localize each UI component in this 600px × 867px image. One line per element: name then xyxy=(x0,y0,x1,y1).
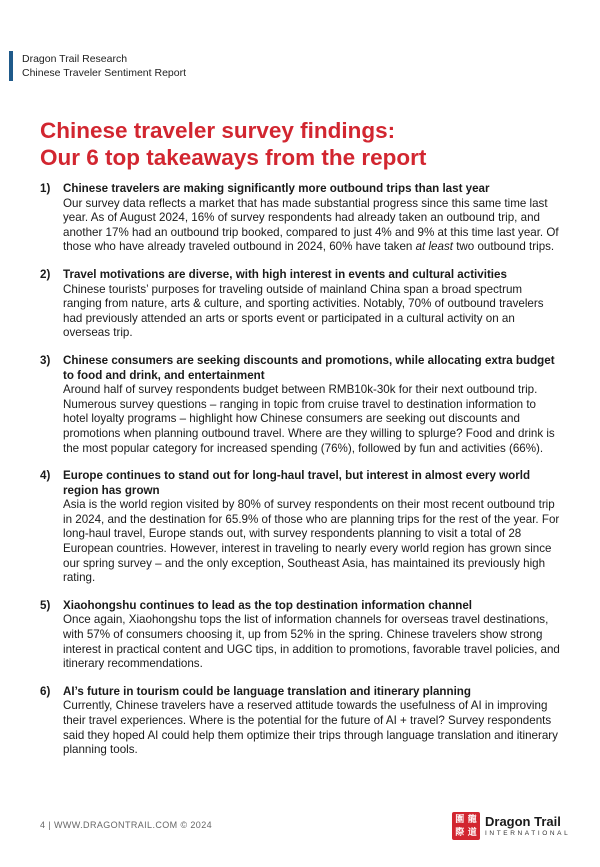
takeaway-number: 4) xyxy=(40,469,51,483)
takeaway-heading: Travel motivations are diverse, with high interest in events and cultural activities xyxy=(63,267,507,281)
header-org: Dragon Trail Research xyxy=(22,53,128,65)
logo-seal-glyph: 龍 xyxy=(467,814,477,824)
takeaway-item-5 xyxy=(40,599,560,672)
dragon-trail-logo xyxy=(452,812,570,840)
takeaway-text: Chinese tourists’ purposes for traveling outside of mainland China span a broad spectrum ranging from nature, arts & culture, and sporting activities. Notably, 70% of outbound travelers had previously attended an arts or sports event or participated in a cultural activity on an overseas trip. xyxy=(63,282,544,340)
page-title-line-2: Our 6 top takeaways from the report xyxy=(40,145,427,170)
takeaway-body xyxy=(63,685,560,758)
takeaway-heading: Chinese travelers are making significantly more outbound trips than last year xyxy=(63,182,490,195)
takeaway-body xyxy=(63,268,560,341)
footer-year: 2024 xyxy=(190,820,213,830)
takeaway-text-emphasis: at least xyxy=(415,240,453,254)
takeaway-text: Currently, Chinese travelers have a reserved attitude towards the usefulness of AI in improving their travel experiences. Where is the potential for the future of AI + travel? Survey respondents said they hoped AI could help them optimize their trips through language translation and itinerary planning tools. xyxy=(63,699,558,757)
report-header xyxy=(9,51,186,81)
logo-name: Dragon Trail xyxy=(485,813,561,829)
takeaway-text: Around half of survey respondents budget between RMB10k-30k for their next outbound trip. Numerous survey questions – ranging in topic from cruise travel to destination information to hotel loyalty programs – highlight how Chinese consumers are seeking out discounts and promotions when planning outbound travel. Where are they willing to splurge? Food and drink is the most popular category for increased spending (76%), followed by fun and activities (66%). xyxy=(63,383,555,455)
logo-seal-glyph: 圍 xyxy=(455,814,465,824)
takeaway-body xyxy=(63,354,560,456)
page-title-line-1: Chinese traveler survey findings: xyxy=(40,118,396,143)
takeaway-number: 3) xyxy=(40,353,51,367)
takeaway-item-1 xyxy=(40,182,560,255)
takeaway-body xyxy=(63,182,560,255)
takeaway-text: Asia is the world region visited by 80% of survey respondents on their most recent outbound trip in 2024, and the destination for 65.9% of those who are planning trips for the rest of the year. For long-haul travel, Europe stands out, with survey respondents planning to visit a total of 28 European countries. However, interest in traveling to nearly every world region has grown since our spring survey – and the only exception, Southeast Asia, has maintained its previously high rating. xyxy=(63,498,560,585)
footer-website: WWW.DRAGONTRAIL.COM © xyxy=(53,820,188,830)
logo-seal-glyph: 道 xyxy=(467,826,477,837)
takeaway-item-4 xyxy=(40,469,560,586)
takeaways-list xyxy=(40,182,560,771)
header-text xyxy=(22,51,186,81)
takeaway-text-part: Our survey data reflects a market that has made substantial progress since this same time last year. As of August 2024, 16% of survey respondents had already taken an outbound trip, and another 17% had an outbound trip booked, compared to just 4% and 9% at this time last year. Of those who have already traveled outbound in 2024, 60% have taken xyxy=(63,196,559,254)
takeaway-item-3 xyxy=(40,354,560,456)
takeaway-number: 2) xyxy=(40,267,51,281)
takeaway-body xyxy=(63,469,560,586)
takeaway-item-2 xyxy=(40,268,560,341)
takeaway-heading: Chinese consumers are seeking discounts and promotions, while allocating extra budget to food and drink, and entertainment xyxy=(63,353,555,382)
takeaway-body xyxy=(63,599,560,672)
page-number: 4 xyxy=(40,820,46,830)
logo-wordmark xyxy=(485,815,570,838)
takeaway-item-6 xyxy=(40,685,560,758)
takeaway-text-part: two outbound trips. xyxy=(452,240,555,254)
takeaway-heading: AI’s future in tourism could be language translation and itinerary planning xyxy=(63,684,471,698)
page-title xyxy=(40,117,560,171)
header-report-name: Chinese Traveler Sentiment Report xyxy=(22,67,186,79)
takeaway-number: 6) xyxy=(40,684,51,698)
takeaway-number: 1) xyxy=(40,182,51,195)
takeaway-heading: Xiaohongshu continues to lead as the top destination information channel xyxy=(63,598,473,612)
logo-seal-icon xyxy=(452,812,480,840)
footer-separator: | xyxy=(48,820,52,830)
takeaway-text: Once again, Xiaohongshu tops the list of information channels for overseas travel destinations, with 57% of consumers choosing it, up from 52% in the spring. Chinese travelers show strong interest in practical content and UGC tips, in addition to promotions, favorable travel policies, and itinerary recommendations. xyxy=(63,613,560,671)
page-footer xyxy=(40,820,212,830)
logo-subtitle: INTERNATIONAL xyxy=(485,829,571,837)
logo-seal-glyph: 際 xyxy=(455,826,465,837)
header-accent-bar xyxy=(9,51,13,81)
takeaway-heading: Europe continues to stand out for long-haul travel, but interest in almost every world region has grown xyxy=(63,469,531,497)
takeaway-text xyxy=(63,197,560,255)
takeaway-number: 5) xyxy=(40,598,51,612)
